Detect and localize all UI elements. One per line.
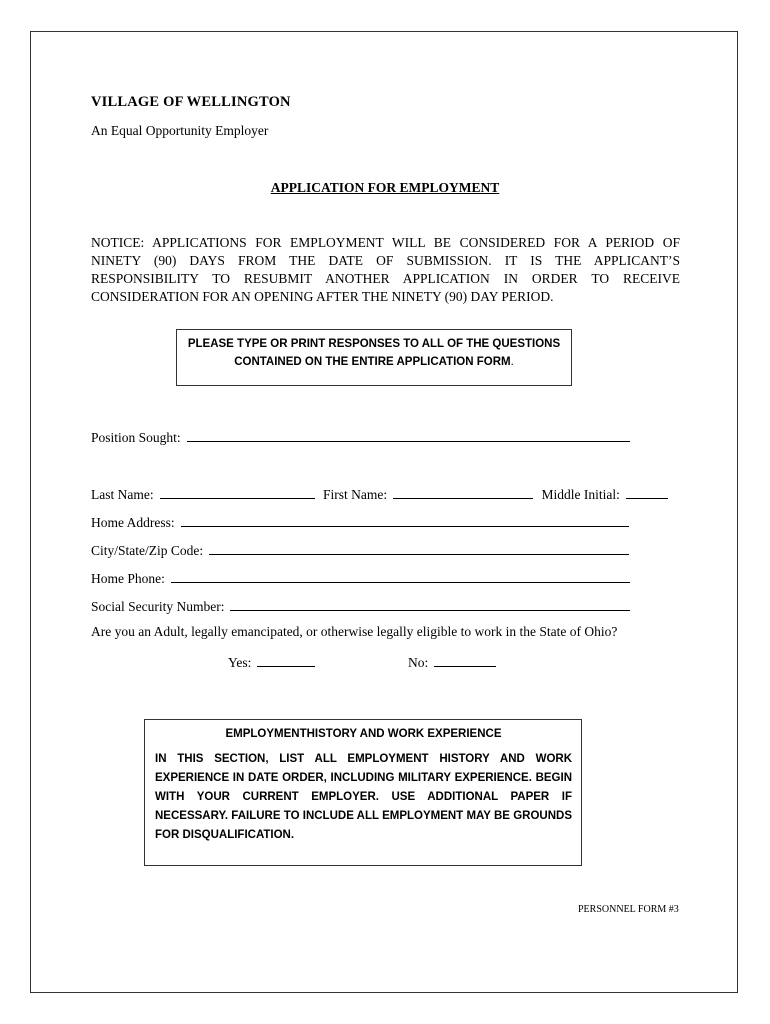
ssn-label: Social Security Number: xyxy=(91,599,225,614)
ssn-row xyxy=(91,596,630,615)
form-title: APPLICATION FOR EMPLOYMENT xyxy=(270,180,500,195)
first-name-input[interactable] xyxy=(393,484,533,499)
yes-input[interactable] xyxy=(257,652,315,667)
home-phone-input[interactable] xyxy=(171,568,630,583)
city-state-zip-input[interactable] xyxy=(209,540,629,555)
position-sought-input[interactable] xyxy=(187,427,630,442)
home-phone-row xyxy=(91,568,630,587)
instruction-line-2 xyxy=(177,353,571,371)
city-state-zip-label: City/State/Zip Code: xyxy=(91,543,204,558)
middle-initial-input[interactable] xyxy=(626,484,668,499)
organization-name: VILLAGE OF WELLINGTON xyxy=(91,94,291,110)
employment-history-box xyxy=(144,719,582,866)
no-label: No: xyxy=(408,655,429,670)
home-address-label: Home Address: xyxy=(91,515,175,530)
name-row xyxy=(91,484,668,503)
instruction-line-2-text: CONTAINED ON THE ENTIRE APPLICATION FORM xyxy=(234,356,511,368)
instruction-period: . xyxy=(510,356,514,368)
no-input[interactable] xyxy=(434,652,496,667)
yes-row xyxy=(228,652,315,671)
employment-history-heading: EMPLOYMENTHISTORY AND WORK EXPERIENCE xyxy=(225,728,502,740)
instruction-box xyxy=(176,329,572,386)
ssn-input[interactable] xyxy=(230,596,630,611)
last-name-input[interactable] xyxy=(160,484,315,499)
home-address-input[interactable] xyxy=(181,512,629,527)
employment-history-text: IN THIS SECTION, LIST ALL EMPLOYMENT HISTORY AND WORK EXPERIENCE IN DATE ORDER, INCLUDING MILITARY EXPERIENCE. BEGIN WITH YOUR CURRENT EMPLOYER. USE ADDITIONAL PAPER IF NECESSARY. FAILURE TO INCLUDE ALL EMPLOYMENT MAY BE GROUNDS FOR DISQUALIFICATION. xyxy=(155,753,572,841)
no-row xyxy=(408,652,496,671)
last-name-label: Last Name: xyxy=(91,487,154,502)
position-sought-row xyxy=(91,427,630,446)
employer-subtitle: An Equal Opportunity Employer xyxy=(91,123,269,138)
position-sought-label: Position Sought: xyxy=(91,430,181,445)
home-phone-label: Home Phone: xyxy=(91,571,165,586)
form-number: PERSONNEL FORM #3 xyxy=(578,904,679,915)
middle-initial-label: Middle Initial: xyxy=(541,487,620,502)
first-name-label: First Name: xyxy=(322,487,388,502)
home-address-row xyxy=(91,512,629,531)
yes-label: Yes: xyxy=(228,655,252,670)
notice-paragraph: NOTICE: APPLICATIONS FOR EMPLOYMENT WILL BE CONSIDERED FOR A PERIOD OF NINETY (90) DAYS FROM THE DATE OF SUBMISSION. IT IS THE APPLICANT’S RESPONSIBILITY TO RESUBMIT ANOTHER APPLICATION IN ORDER TO RECEIVE CONSIDERATION FOR AN OPENING AFTER THE NINETY (90) DAY PERIOD. xyxy=(91,235,680,304)
city-state-zip-row xyxy=(91,540,629,559)
instruction-line-1: PLEASE TYPE OR PRINT RESPONSES TO ALL OF THE QUESTIONS xyxy=(187,338,561,350)
eligibility-question: Are you an Adult, legally emancipated, or otherwise legally eligible to work in the State of Ohio? xyxy=(91,624,618,639)
